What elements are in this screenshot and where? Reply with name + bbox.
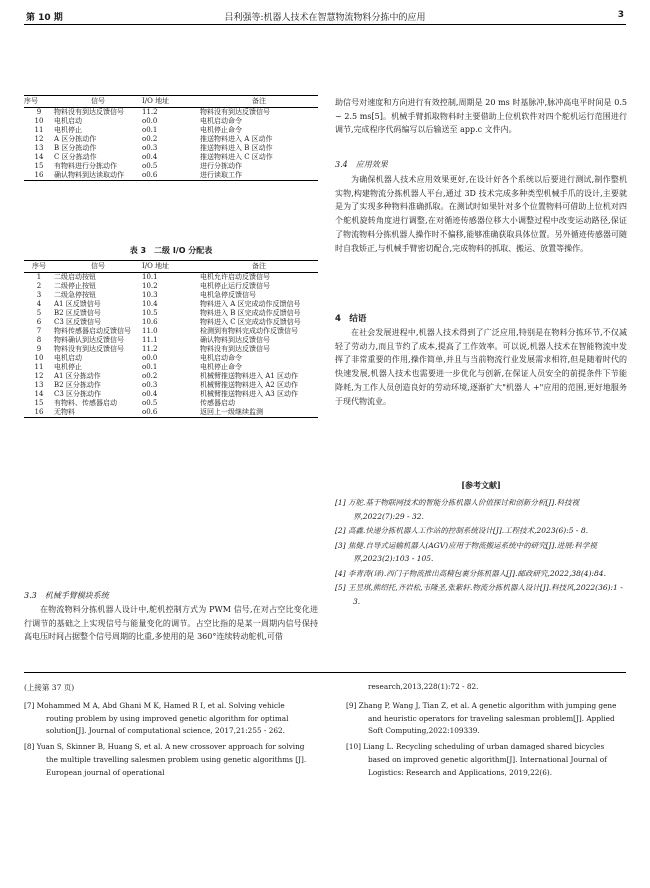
table-cell: 二级启动按钮 xyxy=(54,273,96,281)
table-row xyxy=(24,390,318,399)
table-cell: 进行分拣动作 xyxy=(200,162,242,170)
table-cell: A1 区分拣动作 xyxy=(54,372,101,380)
table-header-cell: 序号 xyxy=(24,261,54,273)
table-cell: 电机允许启动反馈信号 xyxy=(200,273,270,281)
table-cell: 11.1 xyxy=(142,336,158,344)
table-cell: 电机停止运行反馈信号 xyxy=(200,282,270,290)
table-caption: 表 3 二级 I/O 分配表 xyxy=(129,246,213,255)
secondary-io-table xyxy=(24,260,318,418)
table-row xyxy=(24,354,318,363)
reference-item: [8] Yuan S, Skinner B, Huang S, et al. A new crossover approach for solving the multiple travelling salesmen problem using genetic algorithms [J]. European journal of operational xyxy=(24,742,307,777)
table-cell: 10.5 xyxy=(142,309,158,317)
table-cell: 物料没有到达反馈信号 xyxy=(200,108,270,116)
table-cell: 13 xyxy=(34,381,44,389)
table-cell: o0.2 xyxy=(142,135,158,143)
io-table-continued xyxy=(24,95,318,181)
table-cell: 16 xyxy=(24,171,54,181)
article-title: 吕利强等:机器人技术在智慧物流物料分拣中的应用 xyxy=(224,13,426,23)
running-header xyxy=(24,10,626,25)
table-cell: 11 xyxy=(34,363,44,371)
conclusion-heading: 4 结语 xyxy=(335,314,367,324)
table-cell: A1 区反馈信号 xyxy=(54,300,101,308)
table-cell: 16 xyxy=(24,408,54,418)
table-cell: o0.1 xyxy=(142,363,158,371)
reference-item: [4] 李青涛(译).西门子物流推出高精包裹分拣机器人[J].邮政研究,2022,38(4):84. xyxy=(335,568,606,578)
table-header-row xyxy=(24,96,318,108)
table-cell: 13 xyxy=(34,144,44,152)
table-cell: 物料进入 B 区完成动作反馈信号 xyxy=(200,309,301,317)
table-cell: 11.2 xyxy=(142,345,158,353)
table-cell: o0.4 xyxy=(142,390,158,398)
table-cell: 12 xyxy=(34,135,44,143)
table-cell: o0.1 xyxy=(142,126,158,134)
reference-item: [7] Mohammed M A, Abd Ghani M K, Hamed R I, et al. Solving vehicle routing problem by using improved genetic algorithm for optimal solution[J]. Journal of computational science, 2017,21:255 - 262. xyxy=(24,701,289,736)
table-row xyxy=(24,327,318,336)
section-3-4-heading: 3.4 应用效果 xyxy=(335,160,388,169)
continued-reference-tail: research,2013,228(1):72 - 82. xyxy=(368,682,479,691)
table-cell: 电机停止命令 xyxy=(200,363,242,371)
table-cell: 检测到有物料完成动作反馈信号 xyxy=(200,327,298,335)
page-number: 3 xyxy=(617,10,624,20)
continued-references-left xyxy=(24,700,314,782)
table-cell: 6 xyxy=(36,318,42,326)
table-row xyxy=(24,309,318,318)
table-row xyxy=(24,318,318,327)
reference-item: [1] 万舵.基于物联网技术的智能分拣机器人价值探讨和创新分析[J].科技视界,2022(7):29 - 32. xyxy=(335,498,580,521)
table-cell: 15 xyxy=(34,162,44,170)
table-row xyxy=(24,300,318,309)
table-cell: 无物料 xyxy=(54,408,142,418)
table-row xyxy=(24,162,318,171)
table-cell: B 区分拣动作 xyxy=(54,144,97,152)
table-cell: 物料进入 A 区完成动作反馈信号 xyxy=(200,300,301,308)
table-cell: o0.2 xyxy=(142,372,158,380)
section-3-3-heading: 3.3 机械手臂模块系统 xyxy=(24,591,109,600)
table-cell: 确认物料到达反馈信号 xyxy=(200,336,270,344)
table-cell: C3 区反馈信号 xyxy=(54,318,102,326)
table-row xyxy=(24,363,318,372)
table-cell: o0.3 xyxy=(142,381,158,389)
table-cell: 电机启动 xyxy=(54,354,82,362)
table-header-cell: I/O 地址 xyxy=(142,261,200,273)
table-cell: 物料没有到达反馈信号 xyxy=(200,345,270,353)
reference-item: [5] 王昱琪,熊绍托,齐岩松,韦隆圣,张紫轩.物流分拣机器人设计[J].科技风,2022(36):1 - 3. xyxy=(335,583,623,606)
conclusion-paragraph: 在社会发展进程中,机器人技术得到了广泛应用,特别是在物料分拣环节,不仅减轻了劳动力,而且节约了成本,提高了工作效率。可以说,机器人技术在智能物流中发挥了非常重要的作用,操作简单,并且与当前物流行业发展需求相符,但是随着时代的快速发展,机器人技术也需要进一步优化与创新,在保证人员安全的前提条件下节能降耗,为工作人员创造良好的劳动环境,逐渐扩大"机器人 +"应用的范围,更好地服务于现代物流业。 xyxy=(335,328,627,406)
references-heading: [参考文献] xyxy=(461,480,501,490)
table-cell: 电机启动命令 xyxy=(200,117,242,125)
table-row xyxy=(24,108,318,118)
table-cell: 传感器启动 xyxy=(200,399,235,407)
table-cell: 4 xyxy=(36,300,42,308)
table-cell: 进行读取工作 xyxy=(200,171,318,181)
table-cell: 有物料进行分拣动作 xyxy=(54,162,117,170)
table-cell: 推送物料进入 B 区动作 xyxy=(200,144,273,152)
table-cell: 11.2 xyxy=(142,108,158,116)
table-row xyxy=(24,291,318,300)
table-cell: 物料传感器启动反馈信号 xyxy=(54,327,131,335)
table-cell: o0.5 xyxy=(142,399,158,407)
table-row xyxy=(24,336,318,345)
table-header-cell: 信号 xyxy=(54,261,142,273)
table-cell: 机械臂推送物料进入 A1 区动作 xyxy=(200,372,298,380)
table-header-cell: 备注 xyxy=(200,261,318,273)
table-cell: 二级急停按钮 xyxy=(54,291,96,299)
table-cell: o0.4 xyxy=(142,153,158,161)
table-cell: 物料没有到达反馈信号 xyxy=(54,108,124,116)
table-cell: 11 xyxy=(34,126,44,134)
table-cell: o0.3 xyxy=(142,144,158,152)
continued-references-right xyxy=(346,700,628,782)
references-list xyxy=(335,496,627,609)
table-header-cell: 序号 xyxy=(24,96,54,108)
table-cell: 9 xyxy=(36,108,42,116)
table-cell: o0.0 xyxy=(142,117,158,125)
table-cell: 10.1 xyxy=(142,273,158,281)
table-cell: 10.6 xyxy=(142,318,158,326)
table-cell: 电机停止 xyxy=(54,126,82,134)
table-row xyxy=(24,282,318,291)
table-cell: 11.0 xyxy=(142,327,158,335)
table-row xyxy=(24,153,318,162)
table-row xyxy=(24,117,318,126)
table-cell: 物料没有到达反馈信号 xyxy=(54,345,124,353)
table-cell: 机械臂推送物料进入 A2 区动作 xyxy=(200,381,298,389)
table-cell: 10.4 xyxy=(142,300,158,308)
table-cell: 14 xyxy=(34,153,44,161)
table-cell: A 区分拣动作 xyxy=(54,135,97,143)
reference-item: [2] 高鑫.快递分拣机器人工作站的控制系统设计[J].工程技术,2023(6):5 - 8. xyxy=(335,526,588,535)
separator-line xyxy=(24,672,626,673)
table-cell: o0.6 xyxy=(142,171,200,181)
issue-number: 第 10 期 xyxy=(26,13,63,23)
table-cell: o0.0 xyxy=(142,354,158,362)
table-cell: 物料进入 C 区完成动作反馈信号 xyxy=(200,318,301,326)
table-cell: B2 区反馈信号 xyxy=(54,309,101,317)
reference-item: [10] Liang L. Recycling scheduling of urban damaged shared bicycles based on improved genetic algorithm[J]. International Journal of Logistics: Research and Applications, 2019,22(6). xyxy=(346,742,607,777)
table-cell: 电机启动 xyxy=(54,117,82,125)
table-cell: C3 区分拣动作 xyxy=(54,390,102,398)
right-paragraph-1: 助信号对速度和方向进行有效控制,周期是 20 ms 时基脉冲,脉冲高电平时间是 0.5 ~ 2.5 ms[5]。机械手臂抓取物料时主要借助上位机软件对四个舵机运行范围进行调节,完成程序代码编写以后输送至 app.c 文件内。 xyxy=(335,98,627,135)
table-cell: 推送物料进入 C 区动作 xyxy=(200,153,273,161)
table-cell: 物料确认到达反馈信号 xyxy=(54,336,124,344)
table-cell: 5 xyxy=(36,309,42,317)
table-cell: 电机停止 xyxy=(54,363,82,371)
table-row xyxy=(24,135,318,144)
table-cell: 返回上一级继续监测 xyxy=(200,408,318,418)
table-cell: 7 xyxy=(36,327,42,335)
table-row xyxy=(24,345,318,354)
reference-item: [9] Zhang P, Wang J, Tian Z, et al. A genetic algorithm with jumping gene and heuristic operators for traveling salesman problem[J]. Applied Soft Computing,2022:109339. xyxy=(346,701,617,736)
table-cell: 电机停止命令 xyxy=(200,126,242,134)
table-cell: 1 xyxy=(36,273,42,281)
table-header-cell: 备注 xyxy=(200,96,318,108)
table-cell: 12 xyxy=(34,372,44,380)
table-cell: 10 xyxy=(34,354,44,362)
table-header-cell: 信号 xyxy=(54,96,142,108)
table-cell: 机械臂推送物料进入 A3 区动作 xyxy=(200,390,298,398)
table-header-cell: I/O 地址 xyxy=(142,96,200,108)
table-cell: C 区分拣动作 xyxy=(54,153,97,161)
table-cell: 10 xyxy=(34,117,44,125)
table-cell: 电机启动命令 xyxy=(200,354,242,362)
table-cell: 3 xyxy=(36,291,42,299)
table-header-row xyxy=(24,261,318,273)
table-cell: o0.6 xyxy=(142,408,200,418)
table-cell: 确认物料到达读取动作 xyxy=(54,171,142,181)
table-cell: 电机急停反馈信号 xyxy=(200,291,256,299)
table-cell: o0.5 xyxy=(142,162,158,170)
table-cell: 14 xyxy=(34,390,44,398)
table-cell: 有物料、传感器启动 xyxy=(54,399,117,407)
table-cell: B2 区分拣动作 xyxy=(54,381,101,389)
reference-item: [3] 焦健.自导式运输机器人(AGV)应用于物流搬运系统中的研究[J].进展:科学视界,2023(2):103 - 105. xyxy=(335,540,597,563)
table-cell: 二级停止按钮 xyxy=(54,282,96,290)
table-row xyxy=(24,408,318,418)
table-row xyxy=(24,126,318,135)
table-row xyxy=(24,144,318,153)
table-row xyxy=(24,273,318,283)
right-paragraph-2: 为确保机器人技术应用效果更好,在设计好各个系统以后要进行测试,制作整机实物,构建物流分拣机器人平台,通过 3D 技术完成多种类型机械手爪的设计,主要就是为了实现多种物料准确抓取。在测试时如果针对多个位置物料可借助上位机对四个舵机旋转角度进行调整,在对循迹传感器位移大小调整过程中改变运动路径,保证了物流物料分拣机器人操作时不偏移,能够准确获取具体位置。另外循迹传感器可随时自我矫正,与机械手臂密切配合,完成物料的抓取、搬运、放置等操作。 xyxy=(335,175,627,253)
table-row xyxy=(24,171,318,181)
table-cell: 9 xyxy=(36,345,42,353)
table-cell: 10.2 xyxy=(142,282,158,290)
table-cell: 10.3 xyxy=(142,291,158,299)
table-cell: 15 xyxy=(34,399,44,407)
continued-from-label: (上接第 37 页) xyxy=(24,683,75,692)
table-row xyxy=(24,372,318,381)
table-cell: 8 xyxy=(36,336,42,344)
table-row xyxy=(24,381,318,390)
table-cell: 推送物料进入 A 区动作 xyxy=(200,135,273,143)
section-3-3-paragraph: 在物流物料分拣机器人设计中,舵机控制方式为 PWM 信号,在对占空比变化进行调节的基础之上实现信号与能量变化的调节。占空比指的是某一周期内信号保持高电压时间占据整个信号周期的比重,多使用的是 360°连续转动舵机,可借 xyxy=(24,605,318,642)
table-cell: 2 xyxy=(36,282,42,290)
table-row xyxy=(24,399,318,408)
